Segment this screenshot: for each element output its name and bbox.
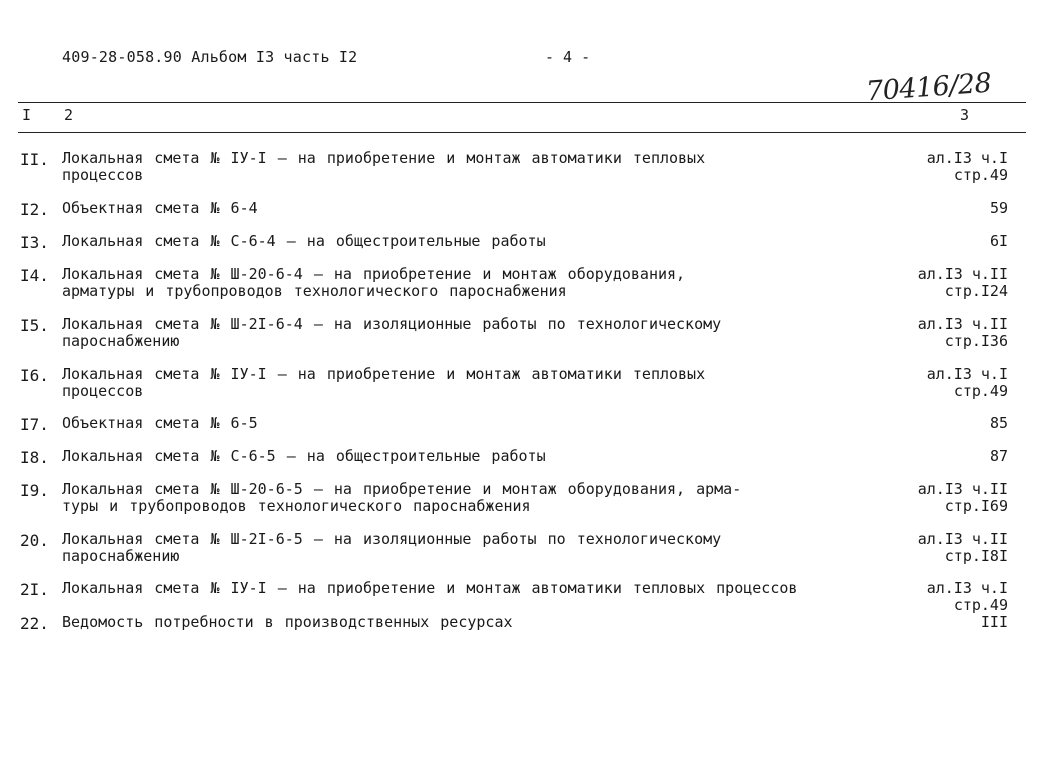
column-header-3: 3: [960, 106, 970, 124]
description-line: пароснабжению: [62, 547, 180, 565]
row-reference: [878, 481, 1008, 515]
description-line: Локальная смета № Ш-20-6-4 – на приобретение и монтаж оборудования,: [62, 265, 686, 283]
reference-line: 6I: [989, 232, 1008, 250]
description-line: арматуры и трубопроводов технологического пароснабжения: [62, 282, 567, 300]
reference-line: ал.I3 ч.I: [926, 149, 1008, 167]
row-reference: [878, 580, 1008, 614]
row-number: I3.: [20, 233, 49, 252]
row-description: [62, 200, 882, 217]
row-description: [62, 366, 882, 400]
row-description: [62, 481, 882, 515]
reference-line: ал.I3 ч.I: [926, 365, 1008, 383]
description-line: процессов: [62, 166, 144, 184]
row-description: [62, 580, 882, 597]
reference-line: 85: [989, 414, 1008, 432]
reference-line: стр.I69: [944, 497, 1008, 515]
table-header-rule: [18, 132, 1026, 133]
description-line: Локальная смета № IУ-I – на приобретение и монтаж автоматики тепловых: [62, 365, 706, 383]
row-description: [62, 415, 882, 432]
row-number: I6.: [20, 366, 49, 385]
row-number: I4.: [20, 266, 49, 285]
description-line: Локальная смета № С-6-4 – на общестроительные работы: [62, 232, 546, 250]
reference-line: стр.49: [953, 596, 1008, 614]
row-description: [62, 233, 882, 250]
column-header-1: I: [22, 106, 32, 124]
reference-line: стр.I36: [944, 332, 1008, 350]
column-header-2: 2: [64, 106, 74, 124]
reference-line: III: [980, 613, 1008, 631]
reference-line: ал.I3 ч.II: [917, 530, 1008, 548]
row-reference: [878, 614, 1008, 631]
row-description: [62, 316, 882, 350]
row-reference: [878, 150, 1008, 184]
description-line: Локальная смета № IУ-I – на приобретение и монтаж автоматики тепловых: [62, 149, 706, 167]
row-reference: [878, 200, 1008, 217]
row-reference: [878, 233, 1008, 250]
reference-line: ал.I3 ч.II: [917, 265, 1008, 283]
page-number: - 4 -: [545, 48, 591, 66]
row-reference: [878, 316, 1008, 350]
description-line: Локальная смета № Ш-2I-6-5 – на изоляционные работы по технологическому: [62, 530, 722, 548]
document-code: 409-28-058.90 Альбом I3 часть I2: [62, 48, 358, 66]
row-number: I9.: [20, 481, 49, 500]
description-line: Локальная смета № Ш-20-6-5 – на приобретение и монтаж оборудования, арма-: [62, 480, 742, 498]
row-number: 20.: [20, 531, 49, 550]
row-reference: [878, 266, 1008, 300]
row-reference: [878, 448, 1008, 465]
reference-line: ал.I3 ч.II: [917, 315, 1008, 333]
row-description: [62, 531, 882, 565]
reference-line: стр.49: [953, 382, 1008, 400]
row-reference: [878, 415, 1008, 432]
description-line: Локальная смета № IУ-I – на приобретение и монтаж автоматики тепловых процессов: [62, 579, 798, 597]
row-number: I5.: [20, 316, 49, 335]
reference-line: 87: [989, 447, 1008, 465]
reference-line: 59: [989, 199, 1008, 217]
row-reference: [878, 531, 1008, 565]
row-description: [62, 266, 882, 300]
description-line: туры и трубопроводов технологического пароснабжения: [62, 497, 531, 515]
description-line: процессов: [62, 382, 144, 400]
description-line: пароснабжению: [62, 332, 180, 350]
reference-line: стр.I24: [944, 282, 1008, 300]
reference-line: ал.I3 ч.II: [917, 480, 1008, 498]
row-number: 22.: [20, 614, 49, 633]
description-line: Ведомость потребности в производственных ресурсах: [62, 613, 513, 631]
description-line: Локальная смета № Ш-2I-6-4 – на изоляционные работы по технологическому: [62, 315, 722, 333]
reference-line: стр.I8I: [944, 547, 1008, 565]
row-number: 2I.: [20, 580, 49, 599]
table-top-rule: [18, 102, 1026, 103]
description-line: Объектная смета № 6-5: [62, 414, 258, 432]
row-description: [62, 448, 882, 465]
handwritten-stamp: 70416/28: [865, 67, 993, 108]
row-number: I7.: [20, 415, 49, 434]
row-number: II.: [20, 150, 49, 169]
row-number: I8.: [20, 448, 49, 467]
row-description: [62, 150, 882, 184]
reference-line: стр.49: [953, 166, 1008, 184]
reference-line: ал.I3 ч.I: [926, 579, 1008, 597]
description-line: Объектная смета № 6-4: [62, 199, 258, 217]
row-reference: [878, 366, 1008, 400]
row-description: [62, 614, 882, 631]
row-number: I2.: [20, 200, 49, 219]
description-line: Локальная смета № С-6-5 – на общестроительные работы: [62, 447, 546, 465]
